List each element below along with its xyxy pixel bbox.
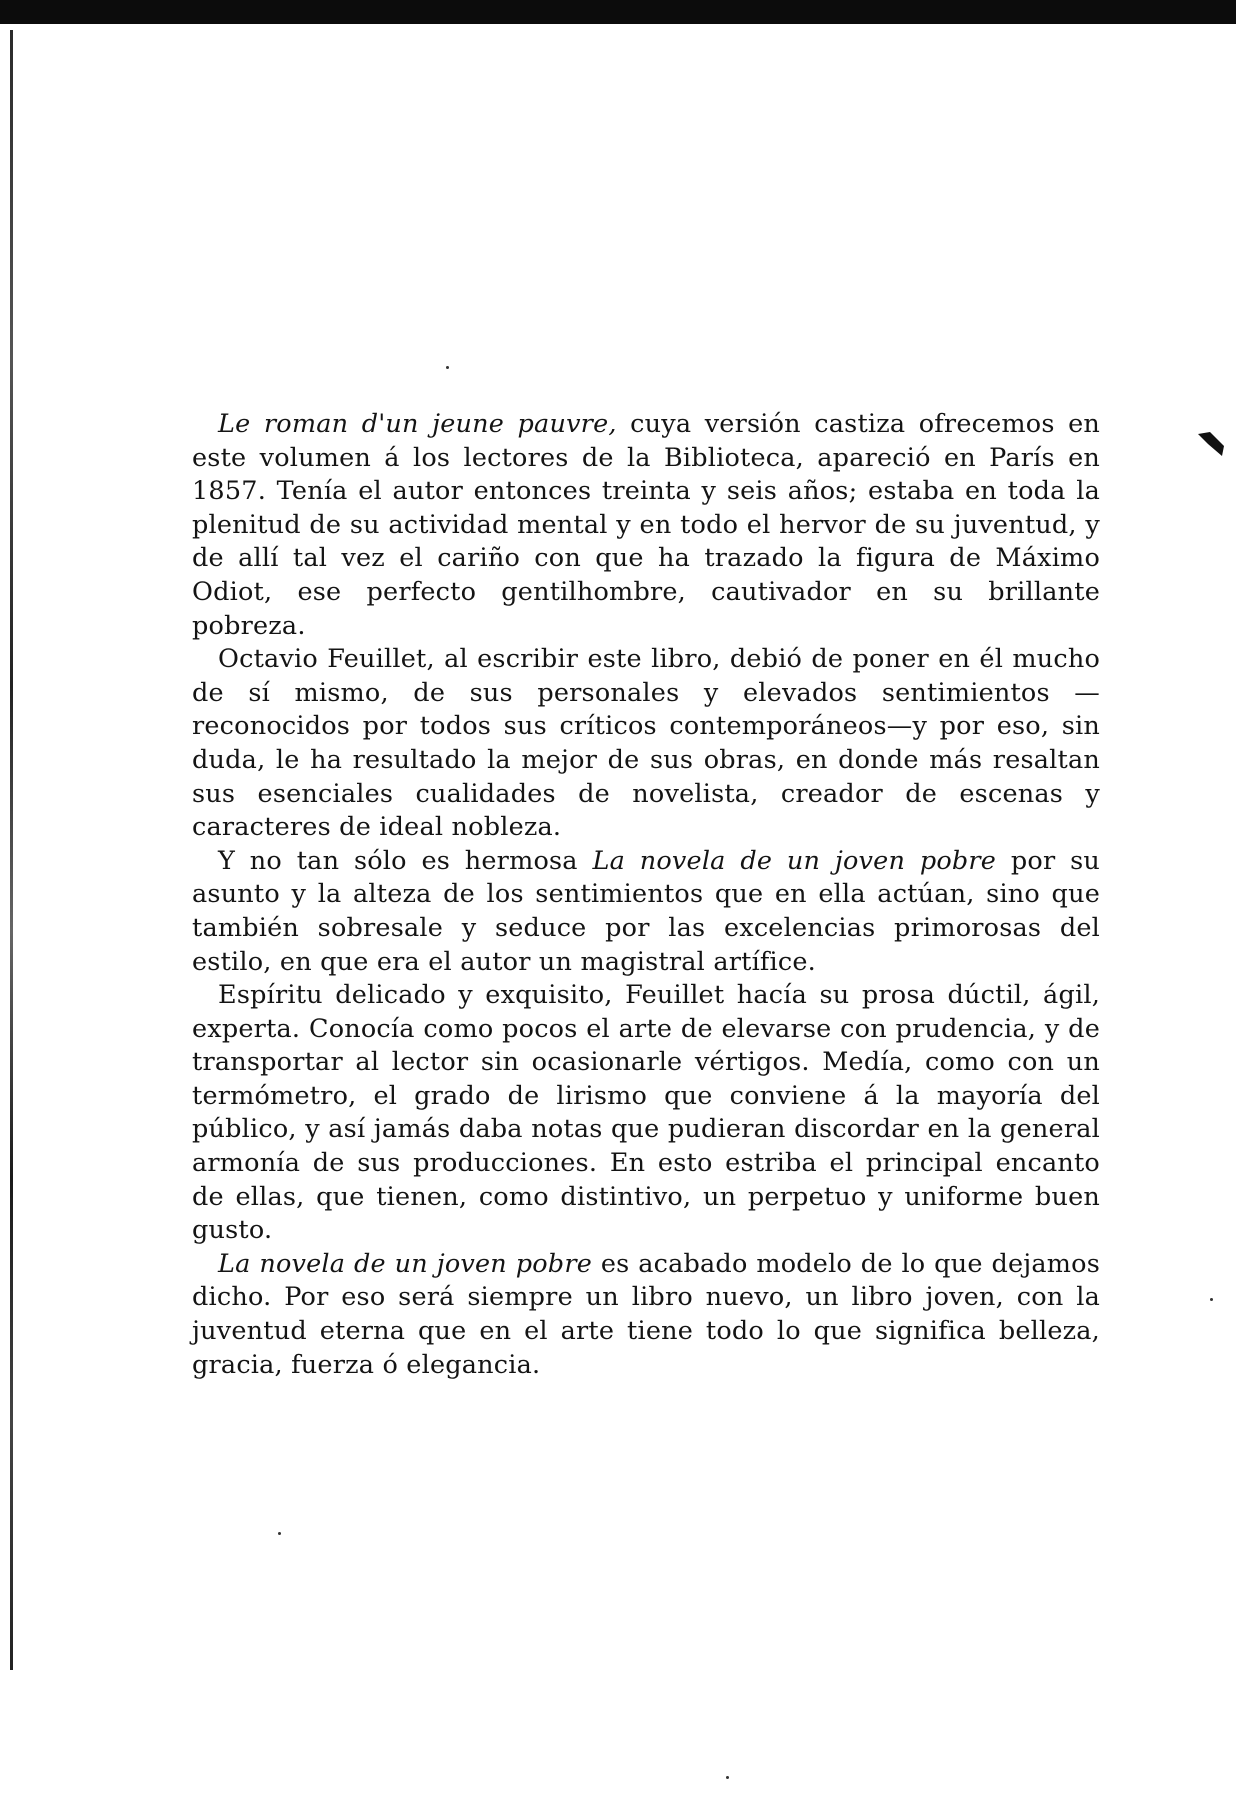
dust-speck: [446, 366, 449, 369]
paragraph-1: [192, 408, 1100, 643]
book-title-spanish-2: La novela de un joven pobre: [218, 1248, 592, 1279]
paragraph-3-text-before: Y no tan sólo es hermosa: [218, 845, 593, 876]
paragraph-2-text: Octavio Feuillet, al escribir este libro, debió de poner en él mucho de sí mismo, de sus personales y elevados sentimientos —reconocidos por todos sus críticos contemporáneos—y por eso, sin duda, le ha resultado la mejor de sus obras, en donde más resaltan sus esenciales cualidades de novelista, creador de escenas y caracteres de ideal nobleza.: [192, 644, 1100, 843]
paragraph-5-text: es acabado modelo de lo que dejamos dicho. Por eso será siempre un libro nuevo, un libro joven, con la juventud eterna que en el arte tiene todo lo que significa belleza, gracia, fuerza ó elegancia.: [192, 1248, 1100, 1380]
paragraph-5: [192, 1248, 1100, 1382]
dust-speck: [726, 1776, 729, 1779]
page-body-text: [192, 408, 1100, 1382]
paragraph-2: [192, 643, 1100, 845]
paragraph-4-text: Espíritu delicado y exquisito, Feuillet hacía su prosa dúctil, ágil, experta. Conocía como pocos el arte de elevarse con prudencia, y de transportar al lector sin ocasionarle vértigos. Medía, como con un termómetro, el grado de lirismo que conviene á la mayoría del público, y así jamás daba notas que pudieran discordar en la general armonía de sus producciones. En esto estriba el principal encanto de ellas, que tienen, como distintivo, un perpetuo y uniforme buen gusto.: [192, 980, 1100, 1246]
ink-blot-mark: [1196, 428, 1226, 458]
paragraph-4: [192, 979, 1100, 1248]
paragraph-1-text: cuya versión castiza ofrecemos en este volumen á los lectores de la Biblioteca, apareció en París en 1857. Tenía el autor entonces treinta y seis años; estaba en toda la plenitud de su actividad mental y en todo el hervor de su juventud, y de allí tal vez el cariño con que ha trazado la figura de Máximo Odiot, ese perfecto gentilhombre, cautivador en su brillante pobreza.: [192, 409, 1100, 641]
scan-top-border: [0, 0, 1236, 24]
paragraph-3-text-after: por su asunto y la alteza de los sentimientos que en ella actúan, sino que también sobresale y seduce por las excelencias primorosas del estilo, en que era el autor un magistral artífice.: [192, 845, 1100, 977]
dust-speck: [278, 1532, 281, 1535]
book-title-spanish: La novela de un joven pobre: [592, 845, 997, 876]
scan-left-edge: [10, 30, 13, 1670]
dust-speck: [1210, 1298, 1213, 1301]
paragraph-3: [192, 845, 1100, 979]
book-title-french: Le roman d'un jeune pauvre,: [218, 409, 617, 439]
